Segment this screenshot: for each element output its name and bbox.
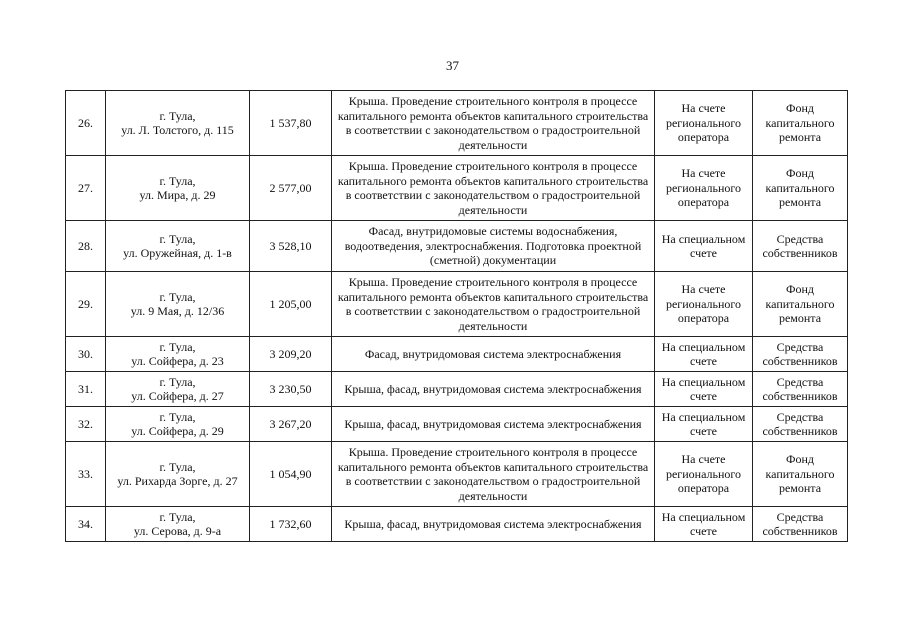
table-row: [66, 156, 848, 221]
funding-source-cell: Фонд капитального ремонта: [753, 442, 848, 507]
funding-source-cell: Фонд капитального ремонта: [753, 272, 848, 337]
repair-table: [65, 90, 848, 542]
address-city: г. Тула,: [159, 509, 196, 524]
funding-source-cell: Средства собственников: [753, 507, 848, 542]
address-cell: [106, 442, 250, 507]
account-cell: На счете регионального оператора: [655, 272, 753, 337]
address-cell: [106, 337, 250, 372]
work-cell: Фасад, внутридомовая система электроснабжения: [332, 337, 655, 372]
row-number: 33.: [66, 442, 106, 507]
address-street: ул. Оружейная, д. 1-в: [123, 246, 232, 260]
address-city: г. Тула,: [159, 108, 196, 123]
address-cell: [106, 221, 250, 272]
work-cell: Крыша, фасад, внутридомовая система электроснабжения: [332, 407, 655, 442]
page-number: 37: [446, 58, 459, 73]
funding-source-cell: Фонд капитального ремонта: [753, 156, 848, 221]
address-street: ул. Серова, д. 9-а: [133, 524, 222, 538]
table-row: [66, 91, 848, 156]
work-cell: Крыша. Проведение строительного контроля в процессе капитального ремонта объектов капитального строительства в соответствии с законодательством о градостроительной деятельности: [332, 442, 655, 507]
address-city: г. Тула,: [159, 374, 196, 389]
funding-source-cell: Средства собственников: [753, 372, 848, 407]
row-number: 29.: [66, 272, 106, 337]
area-cell: 2 577,00: [250, 156, 332, 221]
row-number: 27.: [66, 156, 106, 221]
work-cell: Фасад, внутридомовые системы водоснабжения, водоотведения, электроснабжения. Подготовка проектной (сметной) документации: [332, 221, 655, 272]
address-city: г. Тула,: [159, 339, 196, 354]
row-number: 32.: [66, 407, 106, 442]
account-cell: На счете регионального оператора: [655, 442, 753, 507]
address-cell: [106, 407, 250, 442]
work-cell: Крыша, фасад, внутридомовая система электроснабжения: [332, 372, 655, 407]
table-row: [66, 272, 848, 337]
address-street: ул. Мира, д. 29: [139, 188, 216, 202]
area-cell: 3 209,20: [250, 337, 332, 372]
address-street: ул. Л. Толстого, д. 115: [121, 123, 234, 137]
area-cell: 3 528,10: [250, 221, 332, 272]
table-row: [66, 507, 848, 542]
address-cell: [106, 372, 250, 407]
address-city: г. Тула,: [159, 289, 196, 304]
address-city: г. Тула,: [159, 173, 196, 188]
address-street: ул. Сойфера, д. 29: [131, 424, 224, 438]
area-cell: 1 205,00: [250, 272, 332, 337]
area-cell: 1 732,60: [250, 507, 332, 542]
area-cell: 1 054,90: [250, 442, 332, 507]
account-cell: На счете регионального оператора: [655, 156, 753, 221]
address-city: г. Тула,: [159, 459, 196, 474]
address-city: г. Тула,: [159, 409, 196, 424]
table-row: [66, 407, 848, 442]
work-cell: Крыша. Проведение строительного контроля в процессе капитального ремонта объектов капитального строительства в соответствии с законодательством о градостроительной деятельности: [332, 272, 655, 337]
address-cell: [106, 91, 250, 156]
address-street: ул. Сойфера, д. 23: [131, 354, 224, 368]
work-cell: Крыша, фасад, внутридомовая система электроснабжения: [332, 507, 655, 542]
address-street: ул. 9 Мая, д. 12/36: [130, 304, 225, 318]
row-number: 34.: [66, 507, 106, 542]
table-row: [66, 221, 848, 272]
area-cell: 1 537,80: [250, 91, 332, 156]
account-cell: На специальном счете: [655, 221, 753, 272]
account-cell: На счете регионального оператора: [655, 91, 753, 156]
work-cell: Крыша. Проведение строительного контроля в процессе капитального ремонта объектов капитального строительства в соответствии с законодательством о градостроительной деятельности: [332, 91, 655, 156]
area-cell: 3 230,50: [250, 372, 332, 407]
address-cell: [106, 507, 250, 542]
account-cell: На специальном счете: [655, 507, 753, 542]
account-cell: На специальном счете: [655, 337, 753, 372]
address-cell: [106, 156, 250, 221]
row-number: 30.: [66, 337, 106, 372]
work-cell: Крыша. Проведение строительного контроля в процессе капитального ремонта объектов капитального строительства в соответствии с законодательством о градостроительной деятельности: [332, 156, 655, 221]
row-number: 31.: [66, 372, 106, 407]
funding-source-cell: Средства собственников: [753, 221, 848, 272]
address-street: ул. Сойфера, д. 27: [131, 389, 224, 403]
area-cell: 3 267,20: [250, 407, 332, 442]
funding-source-cell: Средства собственников: [753, 337, 848, 372]
funding-source-cell: Средства собственников: [753, 407, 848, 442]
table-row: [66, 442, 848, 507]
account-cell: На специальном счете: [655, 407, 753, 442]
address-city: г. Тула,: [159, 231, 196, 246]
account-cell: На специальном счете: [655, 372, 753, 407]
funding-source-cell: Фонд капитального ремонта: [753, 91, 848, 156]
row-number: 28.: [66, 221, 106, 272]
table-row: [66, 372, 848, 407]
row-number: 26.: [66, 91, 106, 156]
address-street: ул. Рихарда Зорге, д. 27: [117, 474, 238, 488]
table-row: [66, 337, 848, 372]
address-cell: [106, 272, 250, 337]
